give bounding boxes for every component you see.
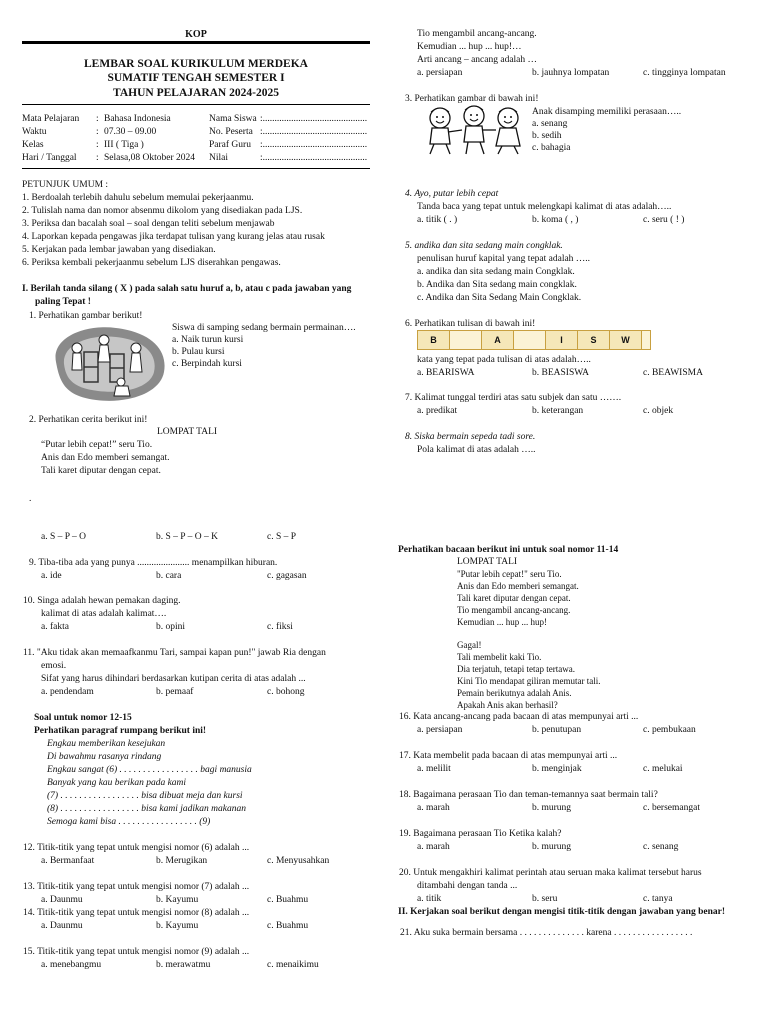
petunjuk-item: 4. Laporkan kepada pengawas jika terdapat tulisan yang kurang jelas atau rusak [22, 232, 325, 242]
soal-1215-heading: Soal untuk nomor 12-15 [34, 713, 132, 723]
header-thick-rule [22, 41, 370, 44]
q2-option-b[interactable]: b. jauhnya lompatan [532, 68, 610, 78]
stray-dot: . [29, 494, 32, 504]
q11-option-b[interactable]: b. pemaaf [156, 687, 194, 697]
q9-option-a[interactable]: a. ide [41, 571, 62, 581]
section1-instruction: I. Berilah tanda silang ( X ) pada salah satu huruf a, b, atau c pada jawaban yang [22, 284, 352, 294]
story-continued-line: Arti ancang – ancang adalah … [417, 55, 538, 65]
poem-line: (8) . . . . . . . . . . . . . . . . . bisa kami jadikan makanan [47, 804, 246, 814]
q5-stem-2: penulisan huruf kapital yang tepat adalah ….. [417, 254, 591, 264]
kop-label: KOP [185, 29, 207, 40]
doc-title-2: SUMATIF TENGAH SEMESTER I [107, 72, 285, 84]
q5-option-c[interactable]: c. Andika dan Sita Sedang Main Congklak. [417, 293, 582, 303]
q9-option-c[interactable]: c. gagasan [267, 571, 307, 581]
paraf-label: Paraf Guru [209, 140, 251, 150]
bacaan-line: Anis dan Edo memberi semangat. [457, 581, 579, 591]
mapel-value: Bahasa Indonesia [104, 114, 171, 124]
q2-option-a[interactable]: a. persiapan [417, 68, 463, 78]
poem-line: Semoga kami bisa . . . . . . . . . . . . . . . . . (9) [47, 817, 211, 827]
q10-stem-2: kalimat di atas adalah kalimat…. [41, 609, 167, 619]
q13-option-a[interactable]: a. Daunmu [41, 895, 83, 905]
poem-line: Banyak yang kau berikan pada kami [47, 778, 187, 788]
q2-story-line: “Putar lebih cepat!” seru Tio. [41, 440, 153, 450]
q11-option-a[interactable]: a. pendendam [41, 687, 94, 697]
q17-option-a[interactable]: a. melilit [417, 764, 451, 774]
q1-option-a[interactable]: a. Naik turun kursi [172, 335, 244, 345]
q20-option-c[interactable]: c. tanya [643, 894, 673, 904]
poem-line: (7) . . . . . . . . . . . . . . . . . bisa dibuat meja dan kursi [47, 791, 243, 801]
peserta-field[interactable]: :............................................ [260, 127, 368, 137]
q15-option-c[interactable]: c. menaikimu [267, 960, 319, 970]
poem-line: Engkau sangat (6) . . . . . . . . . . . . . . . . . bagi manusia [47, 765, 252, 775]
q6-option-b[interactable]: b. BEASISWA [532, 368, 590, 378]
bacaan-heading: Perhatikan bacaan berikut ini untuk soal nomor 11-14 [398, 545, 619, 555]
q1-stem: 1. Perhatikan gambar berikut! [29, 311, 143, 321]
q12-option-a[interactable]: a. Bermanfaat [41, 856, 95, 866]
letter-tile: A [482, 331, 514, 349]
q9-option-b[interactable]: b. cara [156, 571, 182, 581]
q2-story-title: LOMPAT TALI [157, 427, 218, 437]
letter-tile: I [546, 331, 578, 349]
q10-stem: 10. Singa adalah hewan pemakan daging. [23, 596, 181, 606]
waktu-value: 07.30 – 09.00 [104, 127, 157, 137]
q6-stem: 6. Perhatikan tulisan di bawah ini! [405, 319, 536, 329]
q1-desc: Siswa di samping sedang bermain permainan…. [172, 323, 356, 333]
hari-value: Selasa,08 Oktober 2024 [104, 153, 196, 163]
q3-option-c[interactable]: c. bahagia [532, 143, 571, 153]
waktu-label: Waktu [22, 127, 47, 137]
bacaan-line: Kini Tio mendapat giliran memutar tali. [457, 676, 601, 686]
q13-option-c[interactable]: c. Buahmu [267, 895, 309, 905]
doc-title-3: TAHUN PELAJARAN 2024-2025 [113, 87, 279, 99]
bacaan-title: LOMPAT TALI [457, 557, 518, 567]
poem-line: Engkau memberikan kesejukan [47, 739, 166, 749]
q1-option-c[interactable]: c. Berpindah kursi [172, 359, 242, 369]
q14-stem: 14. Titik-titik yang tepat untuk mengisi nomor (8) adalah ... [23, 908, 250, 918]
q11-stem-2: emosi. [41, 661, 67, 671]
nilai-label: Nilai [209, 153, 228, 163]
colon: : [96, 153, 99, 163]
q8-option-a[interactable]: a. S – P – O [41, 532, 87, 542]
q6-stem-2: kata yang tepat pada tulisan di atas adalah….. [417, 355, 591, 365]
info-rule [22, 168, 370, 169]
q20-option-a[interactable]: a. titik [417, 894, 442, 904]
q8-option-b[interactable]: b. S – P – O – K [156, 532, 218, 542]
soal-1215-subheading: Perhatikan paragraf rumpang berikut ini! [34, 726, 207, 736]
bacaan-line: Kemudian ... hup ... hup! [457, 617, 547, 627]
q3-option-a[interactable]: a. senang [532, 119, 568, 129]
q7-stem: 7. Kalimat tunggal terdiri atas satu subjek dan satu ……. [405, 393, 622, 403]
q4-stem: 4. Ayo, putar lebih cepat [405, 189, 499, 199]
q17-option-b[interactable]: b. menginjak [532, 764, 582, 774]
q3-option-b[interactable]: b. sedih [532, 131, 562, 141]
mapel-label: Mata Pelajaran [22, 114, 80, 124]
q8-option-c[interactable]: c. S – P [267, 532, 297, 542]
petunjuk-item: 5. Kerjakan pada lembar jawaban yang disediakan. [22, 245, 216, 255]
q5-option-a[interactable]: a. andika dan sita sedang main Congklak. [417, 267, 575, 277]
letter-tile: W [610, 331, 642, 349]
story-continued-line: Tio mengambil ancang-ancang. [417, 29, 537, 39]
letter-tile: S [578, 331, 610, 349]
q8-stem: 8. Siska bermain sepeda tadi sore. [405, 432, 536, 442]
musical-chairs-illustration [46, 322, 170, 404]
q14-option-b[interactable]: b. Kayumu [156, 921, 199, 931]
happy-children-illustration [422, 104, 532, 156]
paraf-field[interactable]: :............................................ [260, 140, 368, 150]
section2-instruction: II. Kerjakan soal berikut dengan mengisi titik-titik dengan jawaban yang benar! [398, 907, 725, 917]
section1-instruction-2: paling Tepat ! [35, 297, 91, 307]
q14-option-c[interactable]: c. Buahmu [267, 921, 309, 931]
q15-option-b[interactable]: b. merawatmu [156, 960, 211, 970]
q21-stem[interactable]: 21. Aku suka bermain bersama . . . . . . . . . . . . . . karena . . . . . . . . . . . . . . . . . [400, 928, 693, 938]
bacaan-line: Apakah Anis akan berhasil? [457, 700, 558, 710]
q16-option-a[interactable]: a. persiapan [417, 725, 463, 735]
q2-story-line: Tali karet diputar dengan cepat. [41, 466, 161, 476]
q12-option-c[interactable]: c. Menyusahkan [267, 856, 330, 866]
q20-option-b[interactable]: b. seru [532, 894, 558, 904]
q11-option-c[interactable]: c. bohong [267, 687, 305, 697]
letter-tile-blank [514, 331, 546, 349]
bacaan-line: Tali membelit kaki Tio. [457, 652, 542, 662]
q18-option-b[interactable]: b. murung [532, 803, 572, 813]
q5-option-b[interactable]: b. Andika dan Sita sedang main congklak. [417, 280, 577, 290]
petunjuk-item: 6. Periksa kembali pekerjaanmu sebelum LJS diserahkan pengawas. [22, 258, 281, 268]
bacaan-line: "Putar lebih cepat!" seru Tio. [457, 569, 562, 579]
q4-option-a[interactable]: a. titik ( . ) [417, 215, 458, 225]
q15-option-a[interactable]: a. menebangmu [41, 960, 102, 970]
nama-label: Nama Siswa [209, 114, 257, 124]
q18-option-a[interactable]: a. marah [417, 803, 450, 813]
q2-stem: 2. Perhatikan cerita berikut ini! [29, 415, 148, 425]
poem-line: Di bawahmu rasanya rindang [47, 752, 162, 762]
q1-option-b[interactable]: b. Pulau kursi [172, 347, 225, 357]
q12-stem: 12. Titik-titik yang tepat untuk mengisi nomor (6) adalah ... [23, 843, 250, 853]
nama-field[interactable]: :............................................ [260, 114, 368, 124]
q13-option-b[interactable]: b. Kayumu [156, 895, 199, 905]
q2-story-line: Anis dan Edo memberi semangat. [41, 453, 170, 463]
q7-option-b[interactable]: b. keterangan [532, 406, 584, 416]
bacaan-line: Gagal! [457, 640, 482, 650]
petunjuk-item: 3. Periksa dan bacalah soal – soal dengan teliti sebelum menjawab [22, 219, 275, 229]
q4-option-b[interactable]: b. koma ( , ) [532, 215, 579, 225]
header-rule [22, 104, 370, 105]
colon: : [96, 114, 99, 124]
q6-option-a[interactable]: a. BEARISWA [417, 368, 475, 378]
q15-stem: 15. Titik-titik yang tepat untuk mengisi nomor (9) adalah ... [23, 947, 250, 957]
q16-option-c[interactable]: c. pembukaan [643, 725, 696, 735]
q9-stem: 9. Tiba-tiba ada yang punya ...................... menampilkan hiburan. [29, 558, 278, 568]
q6-option-c[interactable]: c. BEAWISMA [643, 368, 703, 378]
q16-stem: 16. Kata ancang-ancang pada bacaan di atas mempunyai arti ... [399, 712, 639, 722]
bacaan-line: Dia terjatuh, tetapi tetap tertawa. [457, 664, 575, 674]
petunjuk-title: PETUNJUK UMUM : [22, 180, 109, 190]
q10-option-a[interactable]: a. fakta [41, 622, 69, 632]
q18-option-c[interactable]: c. bersemangat [643, 803, 700, 813]
nilai-field[interactable]: :............................................ [260, 153, 368, 163]
q19-option-b[interactable]: b. murung [532, 842, 572, 852]
q11-stem-3: Sifat yang harus dihindari berdasarkan kutipan cerita di atas adalah ... [41, 674, 306, 684]
q17-option-c[interactable]: c. melukai [643, 764, 683, 774]
q16-option-b[interactable]: b. penutupan [532, 725, 582, 735]
q19-option-c[interactable]: c. senang [643, 842, 679, 852]
letter-tile-blank [642, 331, 650, 349]
q17-stem: 17. Kata membelit pada bacaan di atas mempunyai arti ... [399, 751, 618, 761]
letter-tile-blank [450, 331, 482, 349]
colon: : [96, 140, 99, 150]
q2-option-c[interactable]: c. tingginya lompatan [643, 68, 726, 78]
petunjuk-item: 1. Berdoalah terlebih dahulu sebelum memulai pekerjaanmu. [22, 193, 254, 203]
q19-option-a[interactable]: a. marah [417, 842, 450, 852]
hari-label: Hari / Tanggal [22, 153, 77, 163]
q11-stem: 11. "Aku tidak akan memaafkanmu Tari, sampai kapan pun!" jawab Ria dengan [23, 648, 326, 658]
q3-stem: 3. Perhatikan gambar di bawah ini! [405, 94, 539, 104]
q14-option-a[interactable]: a. Daunmu [41, 921, 83, 931]
q13-stem: 13. Titik-titik yang tepat untuk mengisi nomor (7) adalah ... [23, 882, 250, 892]
q4-stem-2: Tanda baca yang tepat untuk melengkapi kalimat di atas adalah….. [417, 202, 672, 212]
bacaan-line: Tali karet diputar dengan cepat. [457, 593, 571, 603]
q18-stem: 18. Bagaimana perasaan Tio dan teman-temannya saat bermain tali? [399, 790, 658, 800]
colon: : [96, 127, 99, 137]
petunjuk-item: 2. Tulislah nama dan nomor absenmu dikolom yang disediakan pada LJS. [22, 206, 303, 216]
kelas-value: III ( Tiga ) [104, 140, 144, 150]
q8-stem-2: Pola kalimat di atas adalah ….. [417, 445, 536, 455]
q10-option-b[interactable]: b. opini [156, 622, 186, 632]
kelas-label: Kelas [22, 140, 44, 150]
q20-stem: 20. Untuk mengakhiri kalimat perintah atau seruan maka kalimat tersebut harus [399, 868, 702, 878]
q10-option-c[interactable]: c. fiksi [267, 622, 293, 632]
q7-option-a[interactable]: a. predikat [417, 406, 458, 416]
q7-option-c[interactable]: c. objek [643, 406, 674, 416]
bacaan-line: Tio mengambil ancang-ancang. [457, 605, 571, 615]
doc-title-1: LEMBAR SOAL KURIKULUM MERDEKA [84, 58, 308, 70]
q19-stem: 19. Bagaimana perasaan Tio Ketika kalah? [399, 829, 562, 839]
story-continued-line: Kemudian ... hup ... hup!… [417, 42, 522, 52]
letter-tile: B [418, 331, 450, 349]
q12-option-b[interactable]: b. Merugikan [156, 856, 208, 866]
q5-stem: 5. andika dan sita sedang main congklak. [405, 241, 563, 251]
peserta-label: No. Peserta [209, 127, 253, 137]
bacaan-line: Pemain berikutnya adalah Anis. [457, 688, 572, 698]
letter-tiles [417, 330, 651, 350]
q4-option-c[interactable]: c. seru ( ! ) [643, 215, 685, 225]
q20-stem-2: ditambahi dengan tanda ... [417, 881, 518, 891]
q3-desc: Anak disamping memiliki perasaan….. [532, 107, 682, 117]
